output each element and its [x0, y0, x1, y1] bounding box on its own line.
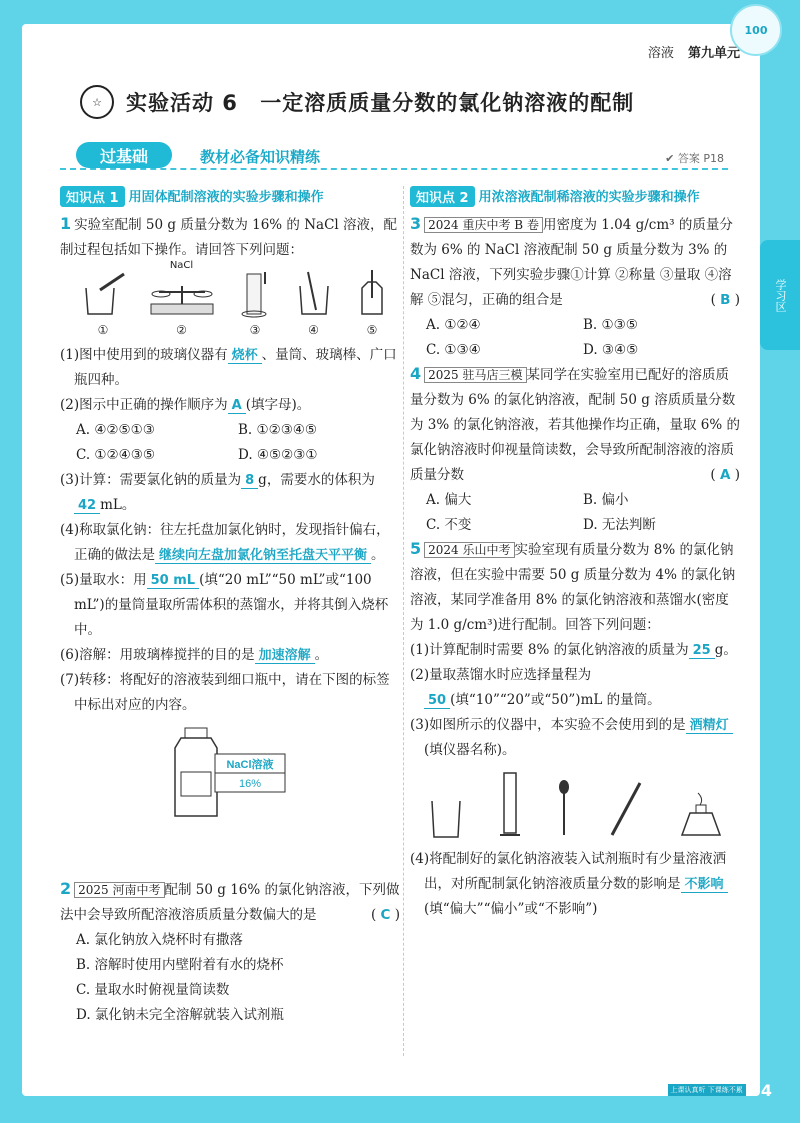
text: (填“10”“20”或“50”)mL 的量筒。 — [450, 692, 661, 708]
choice-answer[interactable]: C — [380, 907, 391, 923]
text: (4)将配制好的氯化钠溶液装入试剂瓶时有少量溶液洒出，对所配制氯化钠溶液质量分数的影响是 — [410, 851, 727, 892]
question-source: 2024 乐山中考 — [424, 542, 514, 558]
text: (填字母)。 — [245, 397, 311, 413]
sub-question-3 — [410, 713, 740, 763]
text: 。 — [314, 647, 329, 663]
graduated-cylinder-icon — [498, 771, 522, 839]
text: g，需要水的体积为 — [258, 472, 375, 488]
balance-icon — [147, 278, 217, 318]
alcohol-lamp-icon — [678, 789, 724, 839]
operation-figures — [60, 260, 400, 343]
bottle-label-figure — [60, 726, 400, 818]
question-source: 2025 河南中考 — [74, 882, 164, 898]
question-number: 2 — [60, 879, 72, 898]
figure-5 — [352, 268, 392, 343]
footer-slogan: 上课认真听 下课练不累 — [668, 1084, 746, 1096]
text: (3)如图所示的仪器中，本实验不会使用到的是 — [410, 717, 686, 733]
column-divider — [403, 186, 404, 1056]
question-number: 4 — [410, 364, 422, 383]
instrument-figures — [410, 769, 740, 839]
answer-blank[interactable]: 50 — [424, 693, 450, 709]
question-stem: 实验室现有质量分数为 8% 的氯化钠溶液，但在实验中需要 50 g 质量分数为 4% 的氯化钠溶液，某同学准备用 8% 的氯化钠溶液和蒸馏水(密度为 1.0 g/cm³)进行配制。回答下列问题： — [410, 542, 736, 633]
answer-blank[interactable]: 烧杯 — [228, 348, 262, 364]
left-column — [60, 186, 400, 1028]
sub-question-2 — [410, 663, 740, 713]
right-column — [410, 186, 740, 922]
option-b: B. ①②③④⑤ — [238, 422, 318, 438]
option-a: A. ④②⑤①③ — [76, 422, 155, 438]
section-subtitle: 教材必备知识精练 — [200, 148, 321, 166]
answer-blank[interactable]: 50 mL — [147, 573, 199, 589]
question-2: 2 2025 河南中考 配制 50 g 16% 的氯化钠溶液，下列做法中会导致所配溶液溶质质量分数偏大的是 ( C ) A. 氯化钠放入烧杯时有撒落 B. 溶解时使用内壁附着有水的烧杯 C. 量取水时俯视量筒读数 D. 氯化钠未完全溶解就装入试剂瓶 — [60, 878, 400, 1028]
option-a: A. 氯化钠放入烧杯时有撒落 — [76, 932, 243, 948]
figure-label: ④ — [308, 323, 319, 337]
figure-label: ③ — [249, 323, 261, 337]
sub-question-5 — [60, 568, 400, 643]
dropper-icon — [554, 779, 574, 839]
option-b: B. 偏小 — [583, 492, 629, 508]
answer-blank[interactable]: 不影响 — [681, 877, 728, 893]
options — [60, 418, 400, 468]
figure-label: ② — [176, 323, 187, 337]
text: (填“偏大”“偏小”或“不影响”) — [424, 901, 598, 917]
text: 、量筒、玻璃棒、广口瓶四种。 — [74, 347, 397, 388]
sub-question-7 — [60, 668, 400, 718]
option-c: C. 量取水时俯视量筒读数 — [76, 982, 230, 998]
text: 。 — [371, 547, 385, 563]
side-tab[interactable] — [760, 240, 800, 350]
question-1 — [60, 213, 400, 818]
option-d: D. 氯化钠未完全溶解就装入试剂瓶 — [76, 1007, 284, 1023]
question-number: 1 — [60, 214, 72, 233]
text: (1)图中使用到的玻璃仪器有 — [60, 347, 228, 363]
option-d: D. ③④⑤ — [583, 342, 639, 358]
corner-badge-icon — [730, 4, 782, 56]
kp-tag: 知识点 1 — [60, 186, 125, 207]
text: (3)计算：需要氯化钠的质量为 — [60, 472, 242, 488]
question-stem: 用密度为 1.04 g/cm³ 的质量分数为 6% 的 NaCl 溶液配制 50 g 质量分数为 3% 的 NaCl 溶液，下列实验步骤①计算 ②称量 ③量取 ④溶解 ⑤混匀，正确的组合是 — [410, 217, 733, 308]
sub-question-2 — [60, 393, 400, 418]
section-badge: 过基础 — [76, 142, 172, 168]
option-d: D. 无法判断 — [583, 517, 656, 533]
knowledge-point-1 — [60, 186, 400, 207]
star-icon: ☆ — [80, 85, 114, 119]
answer-blank[interactable]: 8 — [241, 473, 258, 489]
question-number: 3 — [410, 214, 422, 233]
question-4: 4 2025 驻马店三模 某同学在实验室用已配好的溶质质量分数为 6% 的氯化钠溶液，配制 50 g 溶质质量分数为 3% 的氯化钠溶液，若其他操作均正确，量取 6% 的氯化钠溶液时仰视量筒读数，会导致所配制溶液的溶质质量分数 ( A ) A. 偏大 B. 偏小 C. 不变 D. 无法判断 — [410, 363, 740, 538]
reagent-bottle-icon — [165, 726, 295, 818]
subject-label: 溶液 — [647, 46, 674, 61]
option-b: B. 溶解时使用内壁附着有水的烧杯 — [76, 957, 284, 973]
nacl-label: NaCl — [169, 260, 194, 271]
page-title — [80, 84, 700, 120]
figure-1 — [78, 268, 128, 343]
answer-blank[interactable]: A — [228, 398, 246, 414]
text: (填“20 mL”“50 mL”或“100 mL”)的量筒量取所需体积的蒸馏水，并将其倒入烧杯中。 — [74, 572, 389, 638]
option-a: A. 偏大 — [426, 492, 472, 508]
footer-page-badge — [652, 1079, 772, 1101]
kp-title: 用浓溶液配制稀溶液的实验步骤和操作 — [478, 190, 700, 205]
question-source: 2025 驻马店三模 — [424, 367, 526, 383]
kp-tag: 知识点 2 — [410, 186, 475, 207]
question-3: 3 2024 重庆中考 B 卷 用密度为 1.04 g/cm³ 的质量分数为 6% 的 NaCl 溶液配制 50 g 质量分数为 3% 的 NaCl 溶液，下列实验步骤①计算 ②称量 ③量取 ④溶解 ⑤混匀，正确的组合是 ( B ) A. ①②④ B. ①③⑤ C. ①③④ D. ③④⑤ — [410, 213, 740, 363]
option-d: D. ④⑤②③① — [238, 447, 318, 463]
answer-ref: ✔ 答案 P18 — [665, 152, 724, 165]
text: (2)量取蒸馏水时应选择量程为 — [410, 667, 592, 683]
unit-label: 第九单元 — [687, 46, 740, 61]
sub-question-3 — [60, 468, 400, 518]
text: (6)溶解：用玻璃棒搅拌的目的是 — [60, 647, 255, 663]
sub-question-6 — [60, 643, 400, 668]
option-b: B. ①③⑤ — [583, 317, 638, 333]
option-c: C. ①③④ — [426, 342, 481, 358]
figure-4 — [294, 268, 334, 343]
glass-rod-icon — [606, 779, 646, 839]
cylinder-icon — [235, 268, 275, 318]
figure-label: ⑤ — [366, 323, 378, 337]
knowledge-point-2 — [410, 186, 740, 207]
bottle-transfer-icon — [352, 268, 392, 318]
sub-question-4 — [60, 518, 400, 568]
answer-ref-text: 答案 P18 — [677, 152, 724, 165]
options — [410, 488, 740, 538]
sub-question-1 — [60, 343, 400, 393]
text: (4)称取氯化钠：往左托盘加氯化钠时，发现指针偏右，正确的做法是 — [60, 522, 390, 563]
page-number: 34 — [749, 1080, 772, 1100]
kp-title: 用固体配制溶液的实验步骤和操作 — [128, 190, 324, 205]
label-solution: NaCl溶液 — [226, 759, 274, 771]
question-5 — [410, 538, 740, 922]
question-number: 5 — [410, 539, 422, 558]
answer-blank[interactable]: 25 — [689, 643, 715, 659]
text: g。 — [714, 642, 737, 658]
text: (填仪器名称)。 — [424, 742, 516, 758]
option-a: A. ①②④ — [426, 317, 481, 333]
options — [60, 928, 400, 1028]
choice-answer[interactable]: A — [719, 467, 731, 483]
label-percent: 16% — [238, 778, 262, 790]
figure-2 — [147, 253, 217, 343]
side-tab-label: 学习区 — [774, 278, 787, 312]
text: mL。 — [100, 497, 136, 513]
question-source: 2024 重庆中考 B 卷 — [424, 217, 543, 233]
beaker-stir-icon — [294, 268, 334, 318]
answer-blank[interactable]: 42 — [74, 498, 100, 514]
answer-blank[interactable]: 继续向左盘加氯化钠至托盘天平平衡 — [155, 548, 371, 564]
option-c: C. ①②④③⑤ — [76, 447, 155, 463]
options — [410, 313, 740, 363]
figure-3 — [235, 268, 275, 343]
activity-number: 实验活动 6 — [126, 91, 238, 115]
text: (2)图示中正确的操作顺序为 — [60, 397, 228, 413]
figure-label: ① — [97, 323, 109, 337]
unit-header — [648, 42, 740, 61]
sub-question-1 — [410, 638, 740, 663]
text: (1)计算配制时需要 8% 的氯化钠溶液的质量为 — [410, 642, 689, 658]
answer-blank[interactable]: 酒精灯 — [686, 718, 733, 734]
answer-blank[interactable]: 加速溶解 — [255, 648, 315, 664]
beaker-pour-icon — [78, 268, 128, 318]
option-c: C. 不变 — [426, 517, 472, 533]
badge-text: 100 — [744, 23, 768, 37]
question-stem: 实验室配制 50 g 质量分数为 16% 的 NaCl 溶液，配制过程包括如下操作。请回答下列问题： — [60, 217, 398, 258]
sub-question-4 — [410, 847, 740, 922]
question-stem: 配制 50 g 16% 的氯化钠溶液，下列做法中会导致所配溶液溶质质量分数偏大的是 — [60, 882, 400, 923]
text: (7)转移：将配好的溶液装到细口瓶中，请在下图的标签中标出对应的内容。 — [60, 672, 390, 713]
beaker-icon — [426, 793, 466, 839]
choice-answer[interactable]: B — [720, 292, 731, 308]
section-bar — [60, 140, 728, 170]
activity-name: 一定溶质质量分数的氯化钠溶液的配制 — [260, 91, 635, 115]
text: (5)量取水：用 — [60, 572, 147, 588]
question-stem: 某同学在实验室用已配好的溶质质量分数为 6% 的氯化钠溶液，配制 50 g 溶质质量分数为 3% 的氯化钠溶液，若其他操作均正确，量取 6% 的氯化钠溶液时仰视量筒读数，会导致所配制溶液的溶质质量分数 — [410, 367, 740, 483]
